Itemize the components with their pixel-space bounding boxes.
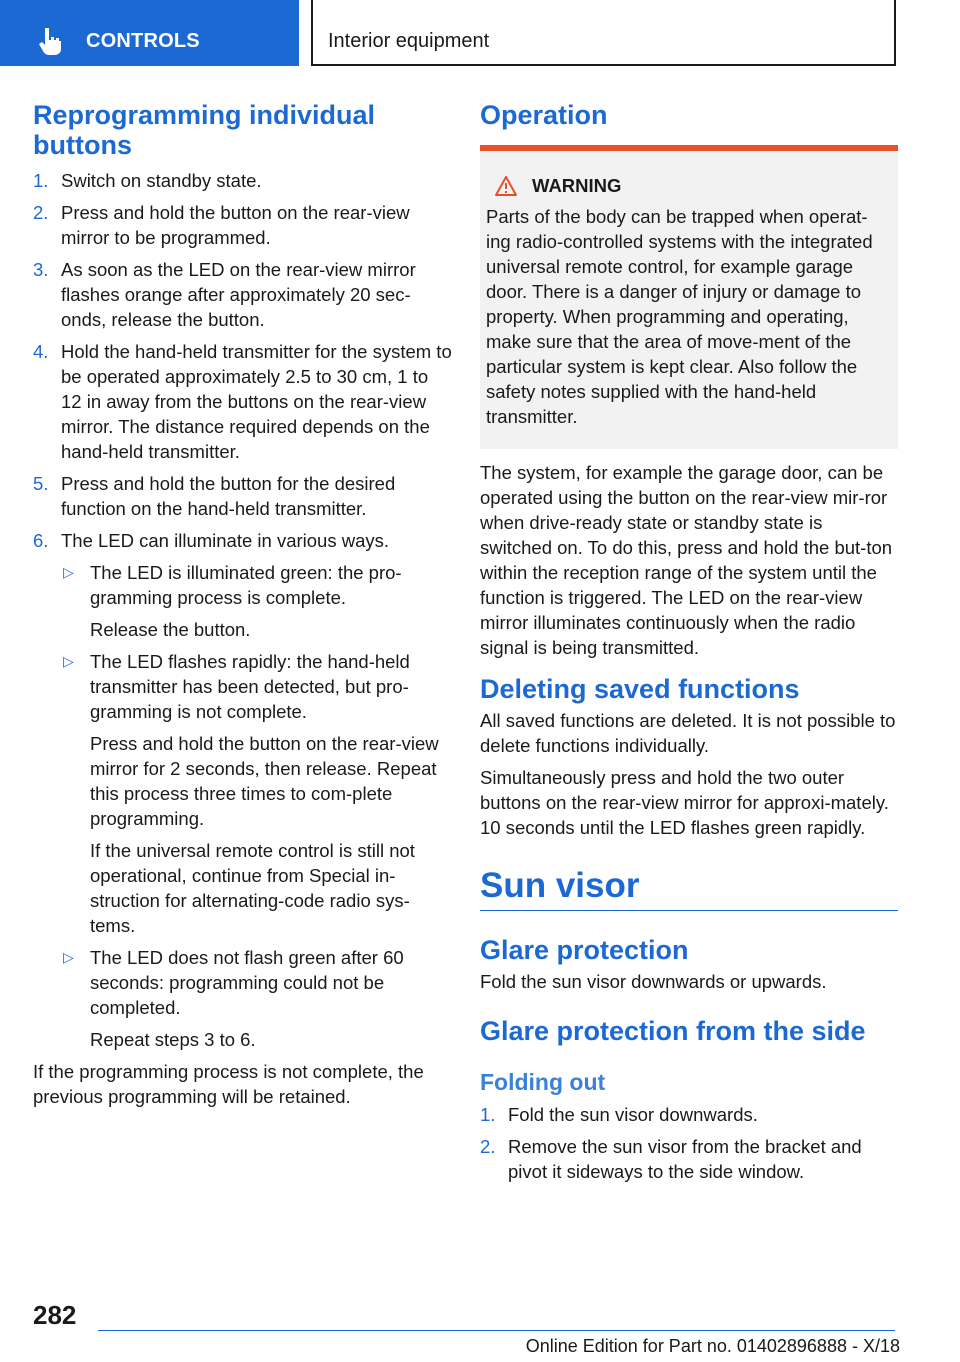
closing-text: If the programming process is not complete, the previous programming will be retained. [33,1061,424,1107]
folding-heading: Folding out [480,1069,606,1095]
led-states-list [61,560,453,1052]
list-item: 6. The LED can illuminate in various ways. ▷ The LED is illuminated green: the pro‐gramming process is complete. Release the button. ▷ The LED flashes rapidly: the hand-held transmitter has been detected, but pro‐gramming is not complete. Press and hold the button on the rear-view mirror for 2 seconds, then release. Repeat this process three times to com‐plete programming. If the universal remote control is still not operational, continue from Special in‐struction for alternating-code radio sys‐tems. ▷ The LED does not flash green after 60 seconds: programming could not be completed. Repeat steps 3 to 6. [33,528,453,1052]
sun-visor-section [480,866,898,911]
operation-heading: Operation [480,100,608,130]
warning-text: Parts of the body can be trapped when operat‐ing radio-controlled systems with the integrated universal remote control, for example garage door. There is a danger of injury or damage to property. When programming and operating, make sure that the area of move‐ment of the particular system is kept clear. Also follow the safety notes supplied with the hand-held transmitter. [486,206,873,427]
triangle-bullet-icon: ▷ [63,653,74,669]
deleting-heading: Deleting saved functions [480,674,800,704]
list-item: 1. Fold the sun visor downwards. [480,1104,758,1125]
warning-box [480,145,898,449]
footer-divider [98,1330,895,1331]
list-item: ▷ The LED does not flash green after 60 seconds: programming could not be completed. Repeat steps 3 to 6. [63,947,404,1050]
reprogramming-heading: Reprogramming individual buttons [33,100,376,160]
reprogramming-steps [33,168,453,1052]
glare-heading: Glare protection [480,935,689,965]
page-header [0,0,960,66]
list-item: 4. Hold the hand-held transmitter for the system to be operated approximately 2.5 to 30 cm, 1 to 12 in away from the buttons on the rear-view mirror. The distance required depends on the hand-held transmitter. [33,341,452,462]
list-item: ▷ The LED flashes rapidly: the hand-held transmitter has been detected, but pro‐gramming is not complete. Press and hold the button on the rear-view mirror for 2 seconds, then release. Repeat this process three times to com‐plete programming. If the universal remote control is still not operational, continue from Special in‐struction for alternating-code radio sys‐tems. [63,651,439,936]
triangle-bullet-icon: ▷ [63,949,74,965]
glare-text: Fold the sun visor downwards or upwards. [480,971,827,992]
section-tab [311,0,896,66]
list-item: 1. Switch on standby state. [33,170,262,191]
right-column [480,100,898,1184]
operation-text: The system, for example the garage door, can be operated using the button on the rear-view mir‐ror when drive-ready state or standby state is switched on. To do this, press and hold the but‐ton within the reception range of the system until the function is triggered. The LED on the rear-view mirror illuminates continuously when the radio signal is being transmitted. [480,462,893,658]
section-label: Interior equipment [328,30,490,52]
warning-triangle-icon [494,175,518,197]
sun-visor-heading: Sun visor [480,866,640,905]
warning-title: WARNING [486,173,890,198]
list-item: ▷ The LED is illuminated green: the pro‐gramming process is complete. Release the button. [63,562,402,640]
list-item: 5. Press and hold the button for the desired function on the hand-held transmitter. [33,473,396,519]
edition-text: Online Edition for Part no. 01402896888 - X/18 [525,1336,900,1356]
deleting-text-2: Simultaneously press and hold the two outer buttons on the rear-view mirror for approxi‐mately. 10 seconds until the LED flashes green rapidly. [480,767,889,838]
list-item: 2. Press and hold the button on the rear-view mirror to be programmed. [33,202,410,248]
list-item: 3. As soon as the LED on the rear-view mirror flashes orange after approximately 20 sec‐onds, release the button. [33,259,416,330]
page-number: 282 [33,1300,77,1330]
pointing-hand-icon [36,26,66,56]
glare-side-heading: Glare protection from the side [480,1016,866,1046]
triangle-bullet-icon: ▷ [63,564,74,580]
list-item: 2. Remove the sun visor from the bracket and pivot it sideways to the side window. [480,1136,862,1182]
deleting-text-1: All saved functions are deleted. It is not possible to delete functions individually. [480,710,896,756]
chapter-tab-controls[interactable] [0,0,299,66]
chapter-label: CONTROLS [86,30,200,52]
left-column [33,100,453,1109]
folding-steps [480,1102,898,1184]
